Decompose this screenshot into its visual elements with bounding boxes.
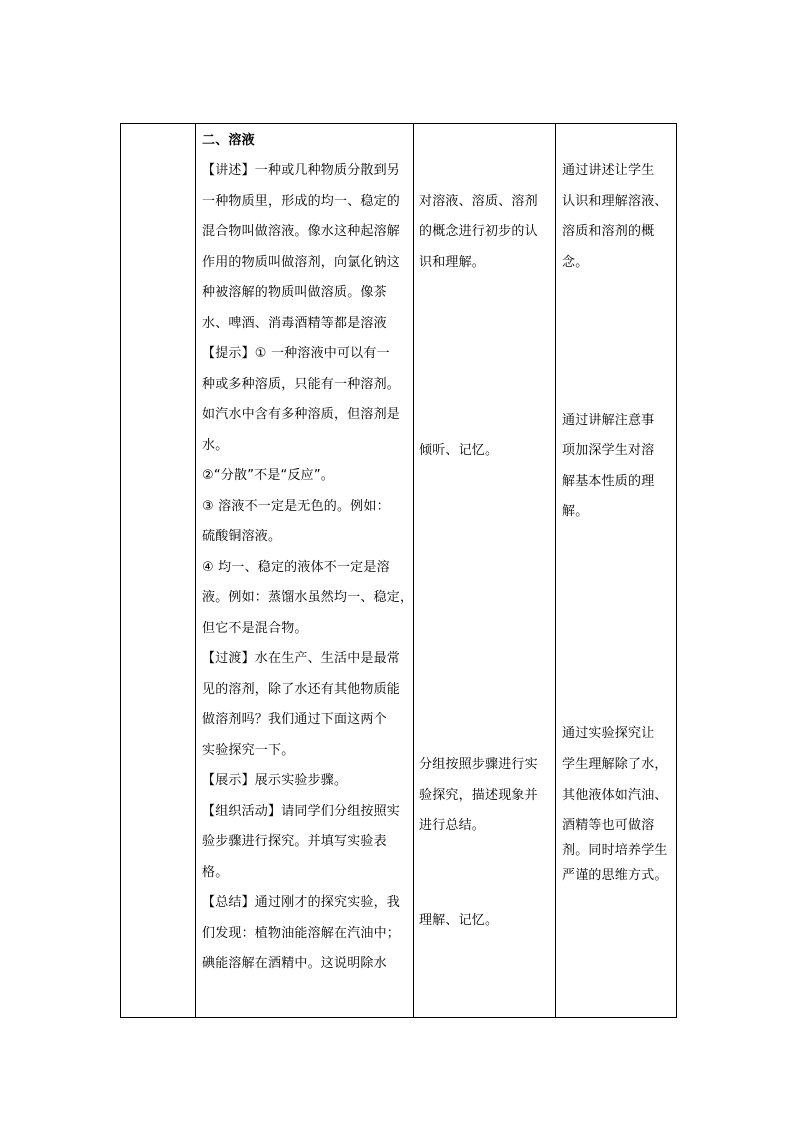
teaching-line: 【过渡】水在生产、生活中是最常 (202, 651, 401, 666)
teaching-line: 种或多种溶质，只能有一种溶剂。 (202, 377, 401, 392)
student-line: 进行总结。 (419, 818, 486, 833)
teaching-line: 一种物质里，形成的均一、稳定的 (202, 194, 401, 209)
teaching-line: 们发现：植物油能溶解在汽油中； (202, 926, 401, 941)
teaching-line: 做溶剂吗？我们通过下面这两个 (202, 712, 387, 727)
intent-line: 剂。同时培养学生 (562, 843, 668, 858)
intent-line: 其他液体如汽油、 (562, 788, 668, 803)
teaching-line: 格。 (202, 865, 229, 880)
student-line: 理解、记忆。 (419, 913, 499, 928)
student-line: 验探究，描述现象并 (419, 788, 538, 803)
teaching-line: 见的溶剂，除了水还有其他物质能 (202, 682, 401, 697)
column-divider-3 (555, 124, 556, 1017)
teaching-line: 但它不是混合物。 (202, 621, 308, 636)
intent-line: 解。 (562, 504, 589, 519)
teaching-line: 液。例如：蒸馏水虽然均一、稳定， (202, 590, 414, 605)
teaching-line: 【总结】通过刚才的探究实验，我 (202, 895, 401, 910)
intent-line: 溶质和溶剂的概 (562, 224, 655, 239)
intent-line: 项加深学生对溶 (562, 443, 655, 458)
teaching-line: 实验探究一下。 (202, 743, 295, 758)
column-divider-2 (413, 124, 414, 1017)
student-line: 的概念进行初步的认 (419, 224, 538, 239)
teaching-line: 验步骤进行探究。并填写实验表 (202, 834, 387, 849)
intent-line: 学生理解除了水， (562, 757, 668, 772)
teaching-line: 碘能溶解在酒精中。这说明除水 (202, 956, 387, 971)
student-line: 识和理解。 (419, 255, 486, 270)
student-line: 倾听、记忆。 (419, 443, 499, 458)
student-line: 对溶液、溶质、溶剂 (419, 194, 538, 209)
teaching-line: 水。 (202, 438, 229, 453)
intent-line: 通过讲述让学生 (562, 163, 655, 178)
teaching-line: 【展示】展示实验步骤。 (202, 773, 348, 788)
intent-line: 严谨的思维方式。 (562, 868, 668, 883)
intent-line: 酒精等也可做溶 (562, 818, 655, 833)
column-divider-1 (195, 124, 196, 1017)
teaching-line: ②“分散”不是“反应”。 (202, 468, 334, 483)
teaching-line: ④ 均一、稳定的液体不一定是溶 (202, 560, 390, 575)
intent-line: 通过实验探究让 (562, 726, 655, 741)
intent-line: 通过讲解注意事 (562, 413, 655, 428)
teaching-line: 混合物叫做溶液。像水这种起溶解 (202, 224, 401, 239)
lesson-table (120, 123, 677, 1018)
teaching-line: 硫酸铜溶液。 (202, 529, 282, 544)
section-heading: 二、溶液 (202, 133, 255, 148)
teaching-line: 作用的物质叫做溶剂，向氯化钠这 (202, 255, 401, 270)
student-line: 分组按照步骤进行实 (419, 757, 538, 772)
teaching-line: 【组织活动】请同学们分组按照实 (202, 804, 401, 819)
intent-line: 解基本性质的理 (562, 474, 655, 489)
teaching-line: 如汽水中含有多种溶质，但溶剂是 (202, 407, 401, 422)
teaching-line: 【讲述】一种或几种物质分散到另 (202, 163, 401, 178)
teaching-line: 种被溶解的物质叫做溶质。像茶 (202, 285, 387, 300)
teaching-line: 【提示】① 一种溶液中可以有一 (202, 346, 390, 361)
teaching-line: 水、啤酒、消毒酒精等都是溶液 (202, 316, 387, 331)
intent-line: 念。 (562, 255, 589, 270)
intent-line: 认识和理解溶液、 (562, 194, 668, 209)
teaching-line: ③ 溶液不一定是无色的。例如： (202, 499, 390, 514)
